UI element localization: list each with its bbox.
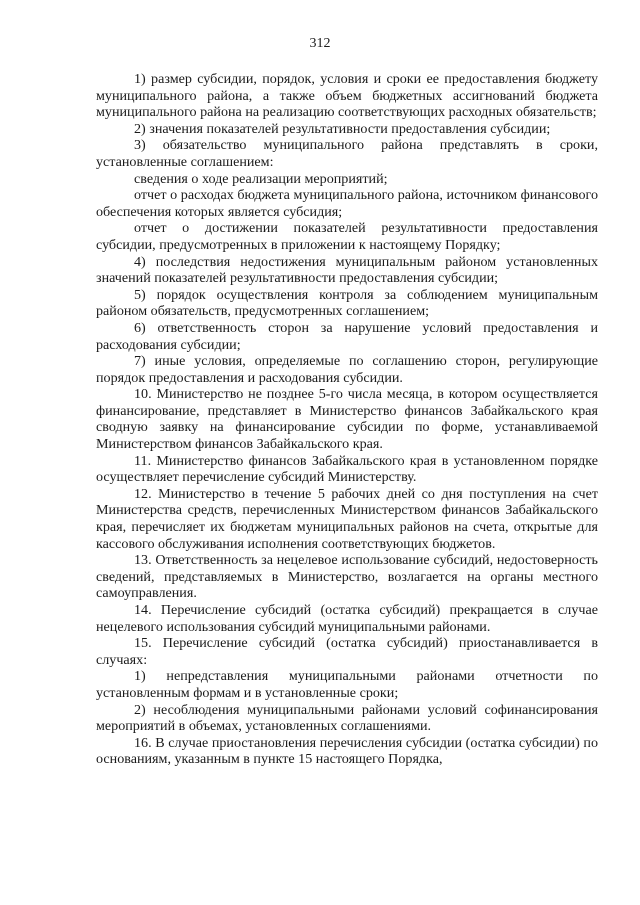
paragraph: 10. Министерство не позднее 5-го числа месяца, в котором осуществляется финансирование, представляет в Министерство финансов Забайкальского края сводную заявку на финансирование субсидии по форме, устанавливаемой Министерством финансов Забайкальского края. — [96, 386, 598, 453]
paragraph: 6) ответственность сторон за нарушение условий предоставления и расходования субсидии; — [96, 319, 598, 353]
paragraph: 13. Ответственность за нецелевое использование субсидий, недостоверность сведений, представляемых в Министерство, возлагается на органы местного самоуправления. — [96, 552, 598, 602]
paragraph: 14. Перечисление субсидий (остатка субсидий) прекращается в случае нецелевого использования субсидий муниципальными районами. — [96, 602, 598, 635]
paragraph: 5) порядок осуществления контроля за соблюдением муниципальным районом обязательств, предусмотренных соглашением; — [96, 286, 598, 320]
paragraph: 4) последствия недостижения муниципальным районом установленных значений показателей результативности предоставления субсидии; — [96, 253, 598, 287]
paragraph: 3) обязательство муниципального района представлять в сроки, установленные соглашением: — [96, 137, 598, 170]
paragraph: 2) значения показателей результативности предоставления субсидии; — [134, 120, 551, 137]
paragraph: 11. Министерство финансов Забайкальского края в установленном порядке осуществляет перечисление субсидий Министерству. — [96, 452, 598, 486]
paragraph: сведения о ходе реализации мероприятий; — [134, 170, 388, 187]
document-body — [96, 71, 598, 768]
paragraph: 1) размер субсидии, порядок, условия и сроки ее предоставления бюджету муниципального района, а также объем бюджетных ассигнований бюджета муниципального района на реализацию соответствующих расходных обязательств; — [96, 71, 598, 121]
paragraph: 1) непредставления муниципальными районами отчетности по установленным формам и в установленные сроки; — [96, 668, 598, 701]
paragraph: 2) несоблюдения муниципальными районами условий софинансирования мероприятий в объемах, установленных соглашениями. — [96, 701, 598, 735]
paragraph: 7) иные условия, определяемые по соглашению сторон, регулирующие порядок предоставления и расходования субсидии. — [96, 353, 598, 386]
paragraph: отчет о расходах бюджета муниципального района, источником финансового обеспечения которых является субсидия; — [96, 187, 598, 220]
paragraph: 12. Министерство в течение 5 рабочих дней со дня поступления на счет Министерства средств, перечисленных Министерством финансов Забайкальского края, перечисляет их бюджетам муниципальных районов на счета, открытые для кассового обслуживания исполнения соответствующих бюджетов. — [96, 485, 598, 552]
paragraph: 15. Перечисление субсидий (остатка субсидий) приостанавливается в случаях: — [96, 635, 598, 668]
paragraph: 16. В случае приостановления перечисления субсидии (остатка субсидии) по основаниям, указанным в пункте 15 настоящего Порядка, — [96, 734, 598, 768]
page-number: 312 — [309, 36, 331, 51]
paragraph: отчет о достижении показателей результативности предоставления субсидии, предусмотренных в приложении к настоящему Порядку; — [96, 220, 598, 253]
